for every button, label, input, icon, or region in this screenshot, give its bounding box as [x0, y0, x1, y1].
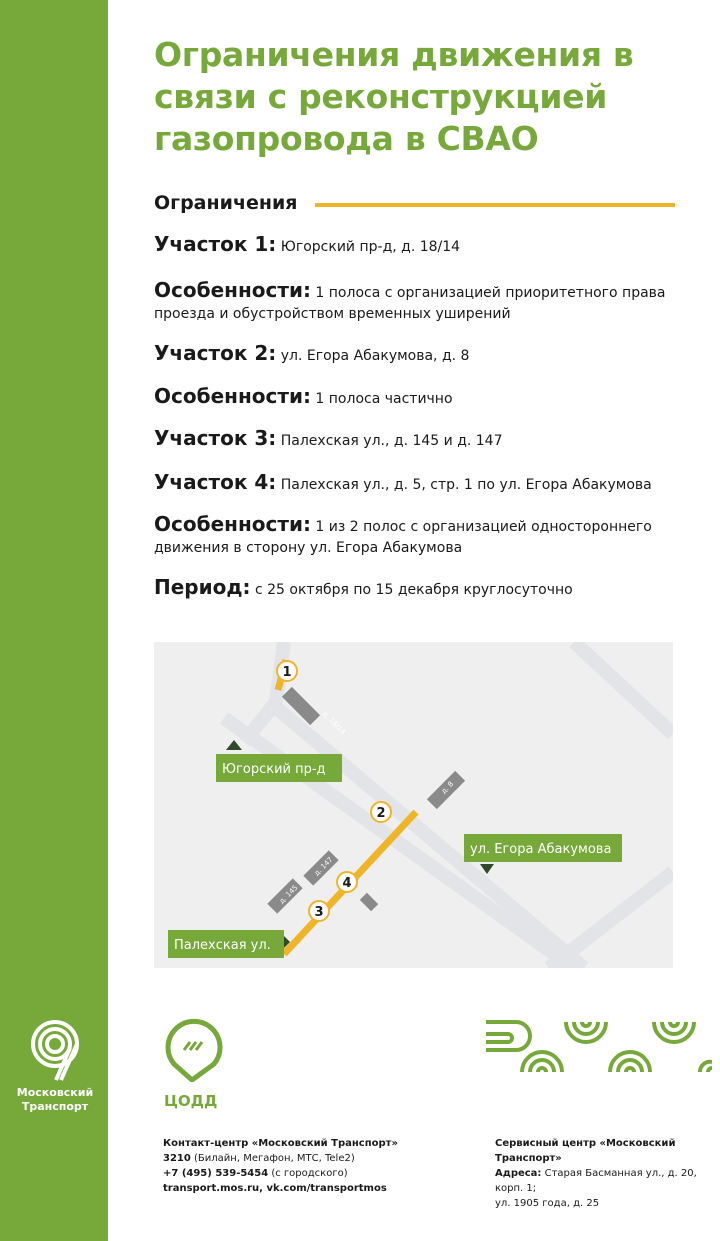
marker-label: 1 — [282, 665, 292, 680]
mt-logo-line1: Московский — [16, 1086, 94, 1099]
building-label: д. 147 — [312, 855, 335, 878]
address-line2: ул. 1905 года, д. 25 — [495, 1198, 600, 1209]
road — [549, 872, 673, 968]
heading-divider — [315, 203, 675, 207]
service-block — [495, 1136, 717, 1211]
row-text: Палехская ул., д. 145 и д. 147 — [280, 433, 503, 449]
info-row — [154, 472, 694, 496]
street-label: ул. Егора Абакумова — [470, 842, 612, 857]
service-title: Сервисный центр «Московский Транспорт» — [495, 1138, 676, 1164]
wave-pattern-decoration — [486, 1016, 712, 1078]
row-label: Участок 4: — [154, 470, 277, 494]
street-label: Югорский пр-д — [222, 762, 326, 777]
short-number: 3210 — [163, 1153, 191, 1164]
info-row — [154, 428, 694, 452]
row-text: Югорский пр-д, д. 18/14 — [280, 239, 461, 255]
brand-sidebar — [0, 0, 108, 1241]
moscow-transport-nine-icon — [24, 1018, 86, 1082]
phone-note: (с городского) — [268, 1168, 348, 1179]
row-label: Участок 2: — [154, 341, 277, 365]
street-label: Палехская ул. — [174, 938, 271, 953]
info-row — [154, 577, 694, 601]
row-label: Особенности: — [154, 512, 311, 536]
road — [244, 642, 284, 742]
row-text: 1 полоса с организацией приоритетного права проезда и обустройством временных уширений — [154, 285, 666, 322]
marker-label: 2 — [376, 806, 386, 821]
info-row — [154, 514, 694, 559]
row-text: ул. Егора Абакумова, д. 8 — [280, 348, 470, 364]
row-label: Особенности: — [154, 384, 311, 408]
marker-label: 4 — [342, 876, 352, 891]
info-row — [154, 234, 694, 258]
building-label: д. 145 — [277, 883, 300, 906]
restrictions-heading: Ограничения — [154, 192, 298, 214]
scheme-map — [154, 642, 673, 968]
row-text: 1 полоса частично — [315, 391, 453, 407]
label-pointer — [480, 864, 494, 874]
info-row — [154, 386, 694, 410]
row-label: Участок 1: — [154, 232, 277, 256]
building-small — [360, 893, 378, 911]
contact-block — [163, 1136, 463, 1196]
codd-logo-text: ЦОДД — [164, 1092, 218, 1110]
page-title: Ограничения движения в связи с реконструкцией газопровода в СВАО — [154, 35, 634, 158]
row-label: Особенности: — [154, 278, 311, 302]
contact-title: Контакт-центр «Московский Транспорт» — [163, 1138, 398, 1149]
mt-logo-line2: Транспорт — [21, 1100, 89, 1113]
info-row — [154, 343, 694, 367]
info-row — [154, 280, 694, 325]
marker-label: 3 — [314, 905, 324, 920]
moscow-transport-logo — [12, 1018, 98, 1114]
building-label: д. 18/14 — [320, 709, 348, 737]
row-label: Период: — [154, 575, 251, 599]
codd-logo-icon — [162, 1016, 224, 1082]
phone-number: +7 (495) 539-5454 — [163, 1168, 269, 1179]
short-number-note: (Билайн, Мегафон, МТС, Tele2) — [190, 1153, 355, 1164]
row-text: с 25 октября по 15 декабря круглосуточно — [254, 582, 573, 598]
row-text: Палехская ул., д. 5, стр. 1 по ул. Егора Абакумова — [280, 477, 652, 493]
label-pointer — [226, 740, 242, 750]
row-label: Участок 3: — [154, 426, 277, 450]
road — [574, 642, 673, 734]
address-label: Адреса: — [495, 1168, 542, 1179]
address-line1: Старая Басманная ул., д. 20, корп. 1; — [495, 1168, 697, 1194]
building-label: д. 8 — [439, 780, 456, 796]
contact-sites: transport.mos.ru, vk.com/transportmos — [163, 1183, 387, 1194]
row-text: 1 из 2 полос с организацией одностороннего движения в сторону ул. Егора Абакумова — [154, 519, 652, 556]
